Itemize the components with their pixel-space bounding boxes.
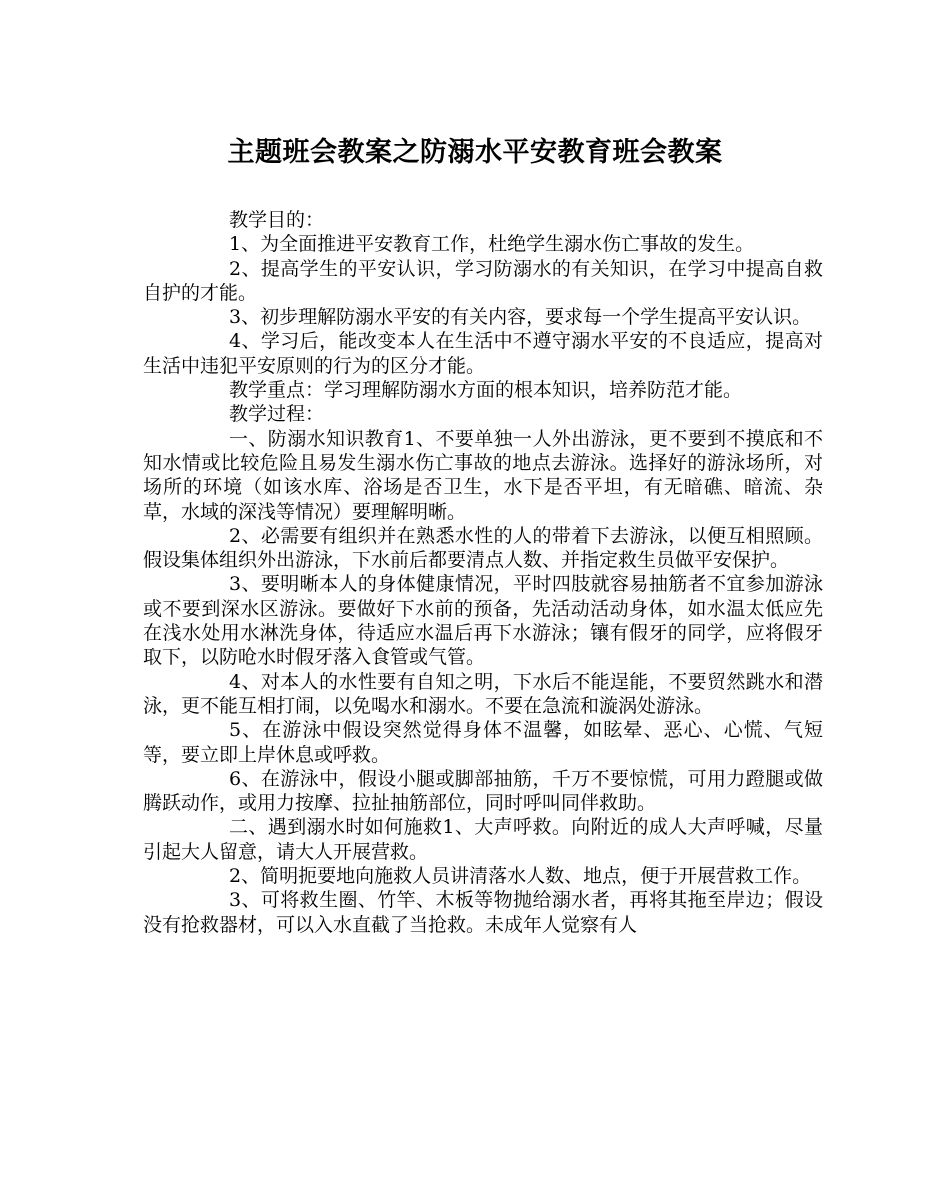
paragraph-rescue-3: 3、可将救生圈、竹竿、木板等物抛给溺水者，再将其拖至岸边；假设没有抢救器材，可以入水直截了当抢救。未成年人觉察有人 xyxy=(143,889,823,936)
paragraph-process-heading: 教学过程： xyxy=(229,403,325,426)
paragraph-objectives-heading: 教学目的： xyxy=(229,209,325,231)
paragraph-objective-2: 2、提高学生的平安认识，学习防溺水的有关知识，在学习中提高自救自护的才能。 xyxy=(143,257,823,304)
document-body xyxy=(143,208,823,937)
paragraph-knowledge-2: 2、必需要有组织并在熟悉水性的人的带着下去游泳，以便互相照顾。假设集体组织外出游泳，下水前后都要清点人数、并指定救生员做平安保护。 xyxy=(143,524,823,572)
paragraph-objective-3: 3、初步理解防溺水平安的有关内容，要求每一个学生提高平安认识。 xyxy=(229,306,812,329)
paragraph-knowledge-6: 6、在游泳中，假设小腿或脚部抽筋，千万不要惊慌，可用力蹬腿或做腾跃动作，或用力按摩、拉扯抽筋部位，同时呼叫同伴救助。 xyxy=(143,767,823,815)
paragraph-rescue-1: 二、遇到溺水时如何施救1、大声呼救。向附近的成人大声呼喊，尽量引起大人留意，请大人开展营救。 xyxy=(143,816,823,863)
document-title: 主题班会教案之防溺水平安教育班会教案 xyxy=(227,137,723,168)
paragraph-key-points: 教学重点：学习理解防溺水方面的根本知识，培养防范才能。 xyxy=(229,379,743,402)
paragraph-rescue-2: 2、简明扼要地向施救人员讲清落水人数、地点，便于开展营救工作。 xyxy=(229,865,812,888)
paragraph-knowledge-5: 5、在游泳中假设突然觉得身体不温馨，如眩晕、恶心、心慌、气短等，要立即上岸休息或呼救。 xyxy=(143,719,823,766)
paragraph-knowledge-4: 4、对本人的水性要有自知之明，下水后不能逞能，不要贸然跳水和潜泳，更不能互相打闹，以免喝水和溺水。不要在急流和漩涡处游泳。 xyxy=(143,670,823,717)
paragraph-objective-1: 1、为全面推进平安教育工作，杜绝学生溺水伤亡事故的发生。 xyxy=(229,233,755,256)
paragraph-knowledge-3: 3、要明晰本人的身体健康情况，平时四肢就容易抽筋者不宜参加游泳或不要到深水区游泳。要做好下水前的预备，先活动活动身体，如水温太低应先在浅水处用水淋洗身体，待适应水温后再下水游泳；镶有假牙的同学，应将假牙取下，以防呛水时假牙落入食管或气管。 xyxy=(143,573,823,669)
paragraph-objective-4: 4、学习后，能改变本人在生活中不遵守溺水平安的不良适应，提高对生活中违犯平安原则的行为的区分才能。 xyxy=(143,330,823,377)
paragraph-knowledge-1: 一、防溺水知识教育1、不要单独一人外出游泳，更不要到不摸底和不知水情或比较危险且易发生溺水伤亡事故的地点去游泳。选择好的游泳场所，对场所的环境（如该水库、浴场是否卫生，水下是否平坦，有无暗礁、暗流、杂草，水域的深浅等情况）要理解明晰。 xyxy=(143,427,823,523)
